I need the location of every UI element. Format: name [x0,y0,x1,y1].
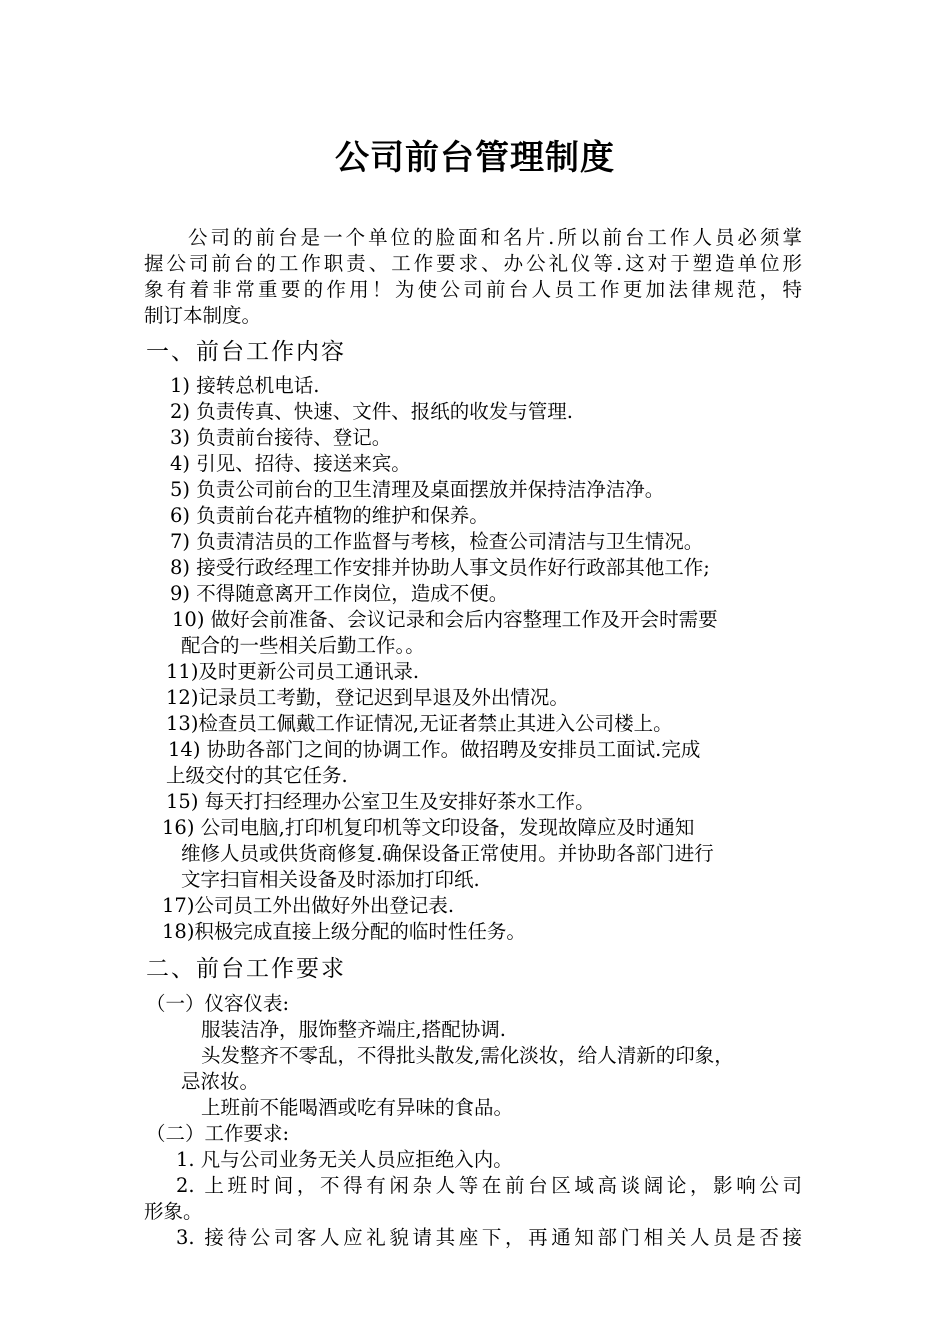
list-item: 2) 负责传真、快速、文件、报纸的收发与管理. [170,400,573,423]
list-item: 12)记录员工考勤，登记迟到早退及外出情况。 [166,686,569,709]
subsection-heading: （一）仪容仪表: [146,992,290,1015]
list-item: 3. 接待公司客人应礼貌请其座下，再通知部门相关人员是否接 [176,1226,802,1249]
list-item: 11)及时更新公司员工通讯录. [166,660,420,683]
intro-line: 公司的前台是一个单位的脸面和名片.所以前台工作人员必须掌 [188,226,802,249]
list-item-continuation: 文字扫盲相关设备及时添加打印纸. [181,868,480,891]
subsection-heading: （二）工作要求: [146,1122,290,1145]
list-item: 18)积极完成直接上级分配的临时性任务。 [162,920,526,943]
list-item: 17)公司员工外出做好外出登记表. [162,894,455,917]
list-item: 1) 接转总机电话. [170,374,320,397]
list-item: 1. 凡与公司业务无关人员应拒绝入内。 [176,1148,513,1171]
paragraph-line: 服装洁净，服饰整齐端庄,搭配协调. [201,1018,506,1041]
list-item: 14) 协助各部门之间的协调工作。做招聘及安排员工面试.完成 [168,738,701,761]
list-item: 3) 负责前台接待、登记。 [170,426,392,449]
paragraph-line: 头发整齐不零乱，不得批头散发,需化淡妆，给人清新的印象， [201,1044,734,1067]
list-item: 16) 公司电脑,打印机复印机等文印设备，发现故障应及时通知 [162,816,695,839]
list-item: 5) 负责公司前台的卫生清理及桌面摆放并保持洁净洁净。 [170,478,665,501]
section-heading: 二、前台工作要求 [146,956,346,982]
list-item: 2. 上班时间，不得有闲杂人等在前台区域高谈阔论，影响公司 [176,1174,802,1197]
list-item: 9) 不得随意离开工作岗位，造成不便。 [170,582,509,605]
list-item: 4) 引见、招待、接送来宾。 [170,452,411,475]
section-heading: 一、前台工作内容 [146,339,346,365]
paragraph-line: 忌浓妆。 [181,1070,260,1093]
list-item: 8) 接受行政经理工作安排并协助人事文员作好行政部其他工作; [170,556,710,579]
intro-line: 象有着非常重要的作用！为使公司前台人员工作更加法律规范，特 [144,278,802,301]
intro-line: 握公司前台的工作职责、工作要求、办公礼仪等.这对于塑造单位形 [144,252,802,275]
intro-line: 制订本制度。 [144,304,262,327]
list-item: 7) 负责清洁员的工作监督与考核，检查公司清洁与卫生情况。 [170,530,704,553]
document-title: 公司前台管理制度 [335,138,615,178]
list-item: 13)检查员工佩戴工作证情况,无证者禁止其进入公司楼上。 [166,712,673,735]
list-item-continuation: 上级交付的其它任务. [166,764,348,787]
list-item-continuation: 配合的一些相关后勤工作。。 [181,634,425,657]
list-item: 10) 做好会前准备、会议记录和会后内容整理工作及开会时需要 [172,608,718,631]
list-item: 15) 每天打扫经理办公室卫生及安排好茶水工作。 [166,790,595,813]
paragraph-line: 上班前不能喝酒或吃有异味的食品。 [201,1096,514,1119]
list-item-continuation: 形象。 [144,1200,203,1223]
list-item-continuation: 维修人员或供货商修复.确保设备正常使用。并协助各部门进行 [181,842,714,865]
list-item: 6) 负责前台花卉植物的维护和保养。 [170,504,489,527]
